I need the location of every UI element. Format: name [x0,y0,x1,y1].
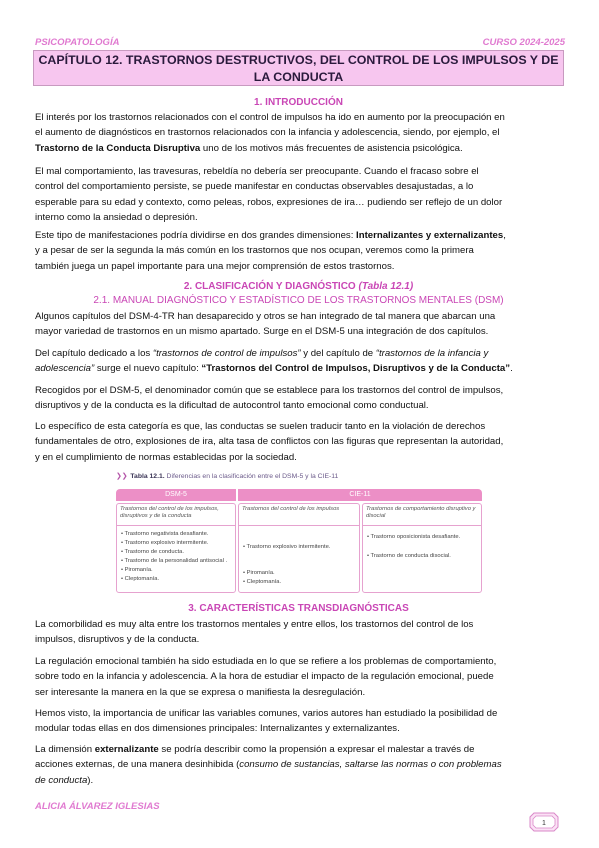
list-item: • Trastorno de conducta. [121,549,184,555]
table-caption-label: Tabla 12.1. [130,473,165,480]
list-item: • Cleptomanía. [243,579,282,585]
table-column-cie11-disruptive [362,503,482,593]
page-header [35,37,565,49]
text-line [35,773,565,788]
list-item: • Trastorno negativista desafiante. [121,531,209,537]
list-item: • Trastorno oposicionista desafiante. [367,534,461,540]
paragraph-dsm-3 [35,383,565,414]
bold-term: Internalizantes y externalizantes [356,230,504,241]
text-line [35,361,565,376]
text-run: , [503,230,506,241]
text-line: también juega un papel importante para una mejor comprensión de estos trastornos. [35,260,395,272]
bold-term: Trastorno de la Conducta Disruptiva [35,142,201,154]
heading-text: 2. CLASIFICACIÓN Y DIAGNÓSTICO [183,281,359,292]
page-number-badge [529,811,559,833]
paragraph-dsm-1 [35,309,565,340]
page-number: 1 [542,820,546,827]
sparkle-icon: ❯❯ [116,473,128,480]
text-run: La dimensión [35,744,95,755]
paragraph-intro-1 [35,110,565,156]
bold-term: “Trastornos del Control de Impulsos, Disruptivos y de la Conducta” [201,363,511,375]
chapter-title [33,50,564,86]
text-line: esperable para su edad y contexto, como peleas, robos, expresiones de ira… pudiendo ser reflejo de un dolor [35,196,503,208]
footer-author: ALICIA ÁLVAREZ IGLESIAS [35,801,160,812]
table-caption [116,472,338,480]
column-header: Trastornos del control de los impulsos, disruptivos y de la conducta [117,504,235,526]
text-line [35,141,565,156]
text-run: acciones externas, de una manera desinhibida ( [35,759,240,771]
course-label: CURSO 2024-2025 [482,37,565,48]
text-line: fundamentales de otro, explosiones de ira, alta tasa de conflictos con las figuras que representan la autoridad, [35,436,504,448]
text-line: el aumento de diagnósticos en trastornos relacionados con la infancia y adolescencia, siendo, por ejemplo, el [35,127,500,139]
column-header: Trastornos del control de los impulsos [239,504,359,526]
column-header: Trastornos de comportamiento disruptivo y disocial [363,504,481,526]
text-line: Algunos capítulos del DSM-4-TR han desaparecido y otros se han integrado de tal manera que abarcan una [35,311,496,322]
text-run: . [510,363,513,375]
text-line: La regulación emocional también ha sido estudiada en lo que se refiere a los problemas de comportamiento, [35,656,497,667]
chapter-title-line1: CAPÍTULO 12. TRASTORNOS DESTRUCTIVOS, DEL CONTROL DE LOS IMPULSOS Y DE [38,53,559,67]
text-line [35,757,565,772]
text-run: Del capítulo dedicado a los [35,348,153,359]
list-item: • Trastorno explosivo intermitente. [121,540,209,546]
italic-term: consumo de sustancias, saltarse las normas o con problemas [239,759,502,771]
text-line [35,346,565,361]
table-column-dsm5 [116,503,236,593]
text-run: ). [87,774,94,786]
paragraph-dsm-4 [35,419,565,465]
text-line: impulsos, disruptivos y de la conducta. [35,634,200,646]
paragraph-trans-2 [35,654,565,700]
text-line: disruptivos y de la conducta es la dificultad de autocontrol tanto emocional como conductual. [35,400,429,412]
list-item: • Piromanía. [243,570,275,576]
table-header-cie11: CIE-11 [238,489,482,501]
list-item: • Trastorno explosivo intermitente. [243,544,331,550]
chapter-title-line2: LA CONDUCTA [253,70,344,84]
section-heading-classification [33,281,564,292]
paragraph-dsm-2 [35,346,565,377]
text-line [35,742,565,757]
italic-term: “trastornos de control de impulsos” [152,348,301,359]
table-column-cie11-impulse [238,503,360,593]
section-heading-transdiagnostic: 3. CARACTERÍSTICAS TRANSDIAGNÓSTICAS [188,603,409,614]
text-line: Recogidos por el DSM-5, el denominador común que se establece para los trastornos del control de impulsos, [35,385,504,396]
italic-term: adolescencia” [35,363,95,375]
text-line: control del comportamiento persiste, se puede manifestar en conductas observables desajustadas, a lo [35,181,474,193]
section-heading-intro: 1. INTRODUCCIÓN [254,97,343,108]
text-line: La comorbilidad es muy alta entre los trastornos mentales y entre ellos, los trastornos del control de los [35,619,474,630]
text-line: modular todas ellas en dos dimensiones principales: Internalizantes y externalizantes. [35,723,400,735]
list-item: • Trastorno de conducta disocial. [367,553,451,559]
paragraph-intro-2 [35,164,565,226]
paragraph-trans-1 [35,617,565,648]
list-item: • Cleptomanía. [121,576,160,582]
paragraph-intro-3 [35,228,565,274]
list-item: • Piromanía. [121,567,153,573]
italic-term: “trastornos de la infancia y [375,348,489,359]
text-line: sobre todo en la infancia y adolescencia. A la hora de estudiar el impacto de la regulación emocional, puede [35,671,494,683]
text-run: uno de los motivos más frecuentes de asistencia psicológica. [200,142,463,154]
text-line: mayor variedad de trastornos en un mismo apartado. Surge en el DSM-5 una integración de dos capítulos. [35,326,489,338]
text-line: Hemos visto, la importancia de unificar las variables comunes, varios autores han estudiado la posibilidad de [35,708,498,719]
bold-term: externalizante [94,744,159,755]
text-line: y a pesar de ser la segunda la más común en los trastornos que nos ocupan, veremos como la primera [35,245,474,257]
text-run: Este tipo de manifestaciones podría dividirse en dos grandes dimensiones: [35,230,357,241]
text-line: y en el cumplimiento de normas establecidas por la sociedad. [35,451,297,463]
text-run: se podría describir como la propensión a expresar el malestar a través de [158,744,475,755]
italic-term: de conducta [35,774,88,786]
text-line: ser interesante la manera en la que se expresa o manifiesta la desregulación. [35,686,366,698]
list-item: • Trastorno de la personalidad antisocial . [121,558,228,564]
text-line [35,228,565,243]
table-caption-text: Diferencias en la clasificación entre el DSM-5 y la CIE-11 [164,473,339,480]
text-line: El interés por los trastornos relacionados con el control de impulsos ha ido en aumento por la preocupación en [35,112,505,123]
paragraph-trans-4 [35,742,565,788]
text-line: El mal comportamiento, las travesuras, rebeldía no debería ser preocupante. Cuando el fracaso sobre el [35,166,479,177]
text-run: surge el nuevo capítulo: [94,363,202,375]
text-run: y del capítulo de [300,348,376,359]
subsection-heading-dsm: 2.1. MANUAL DIAGNÓSTICO Y ESTADÍSTICO DE LOS TRASTORNOS MENTALES (DSM) [93,295,504,306]
table-header-dsm5: DSM-5 [116,489,236,501]
text-line: Lo específico de esta categoría es que, las conductas se suelen traducir tanto en la violación de derechos [35,421,486,432]
table-12-1 [116,472,482,594]
paragraph-trans-3 [35,706,565,737]
table-reference: (Tabla 12.1) [358,281,414,292]
subject-label: PSICOPATOLOGÍA [35,37,120,48]
text-line: interno como la ansiedad o depresión. [35,212,198,224]
